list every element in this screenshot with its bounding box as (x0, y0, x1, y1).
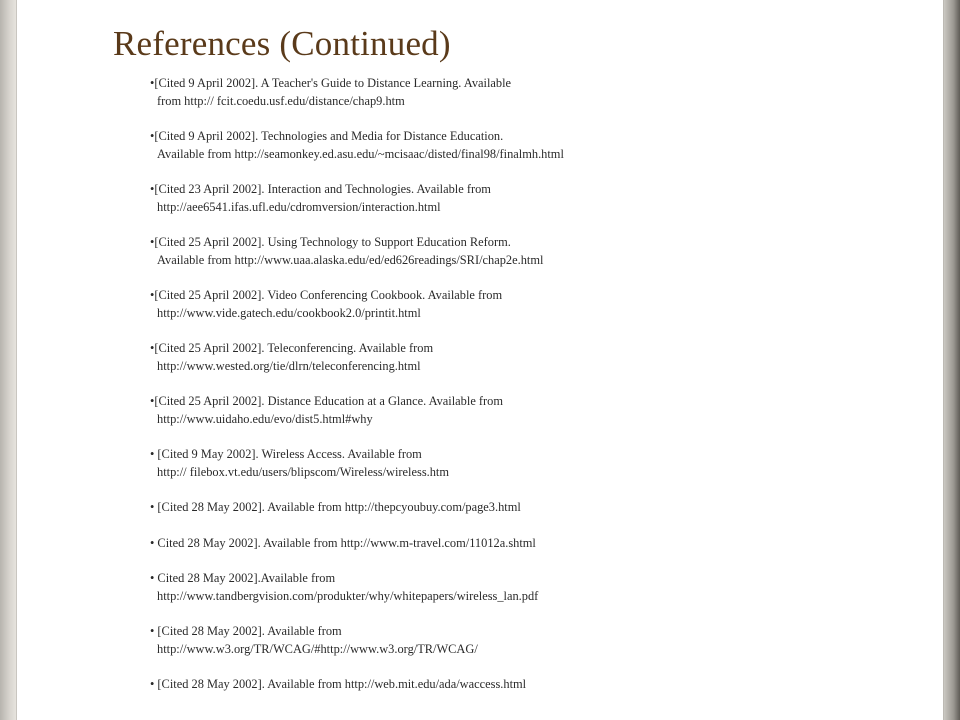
reference-item (150, 676, 930, 694)
reference-citation: •[Cited 25 April 2002]. Video Conferencing Cookbook. Available from (150, 288, 503, 302)
reference-item (150, 446, 930, 481)
reference-citation: •[Cited 25 April 2002]. Teleconferencing. Available from (150, 341, 434, 355)
reference-url: http://www.vide.gatech.edu/cookbook2.0/printit.html (157, 305, 421, 320)
reference-url: http://aee6541.ifas.ufl.edu/cdromversion/interaction.html (157, 199, 441, 214)
reference-url: http://www.uidaho.edu/evo/dist5.html#why (157, 411, 373, 426)
reference-url: Available from http://www.uaa.alaska.edu/ed/ed626readings/SRI/chap2e.html (157, 252, 544, 267)
reference-item (150, 234, 930, 269)
reference-url: http://www.wested.org/tie/dlrn/teleconferencing.html (157, 358, 421, 373)
reference-item (150, 75, 930, 110)
left-frame-bar (0, 0, 16, 720)
reference-citation: •[Cited 9 April 2002]. A Teacher's Guide to Distance Learning. Available (150, 76, 512, 90)
left-frame-edge (16, 0, 17, 720)
reference-list (150, 75, 930, 712)
reference-item (150, 623, 930, 658)
reference-citation: • [Cited 28 May 2002]. Available from http://web.mit.edu/ada/waccess.html (150, 677, 527, 691)
reference-url: Available from http://seamonkey.ed.asu.edu/~mcisaac/disted/final98/finalmh.html (157, 146, 564, 161)
reference-item (150, 393, 930, 428)
reference-citation: •[Cited 25 April 2002]. Using Technology to Support Education Reform. (150, 235, 511, 249)
reference-citation: • [Cited 28 May 2002]. Available from http://thepcyoubuy.com/page3.html (150, 500, 521, 514)
reference-citation: •[Cited 23 April 2002]. Interaction and Technologies. Available from (150, 182, 491, 196)
reference-citation: • [Cited 28 May 2002]. Available from (150, 624, 342, 638)
reference-item (150, 535, 930, 553)
slide-title: References (Continued) (113, 24, 451, 63)
reference-citation: •[Cited 9 April 2002]. Technologies and Media for Distance Education. (150, 129, 504, 143)
reference-item (150, 287, 930, 322)
reference-url: http://www.w3.org/TR/WCAG/#http://www.w3.org/TR/WCAG/ (157, 641, 478, 656)
reference-item (150, 128, 930, 163)
right-frame-edge (943, 0, 944, 720)
reference-item (150, 340, 930, 375)
reference-item (150, 181, 930, 216)
reference-citation: • Cited 28 May 2002].Available from (150, 571, 336, 585)
reference-item (150, 570, 930, 605)
reference-url: http://www.tandbergvision.com/produkter/why/whitepapers/wireless_lan.pdf (157, 588, 539, 603)
reference-citation: • Cited 28 May 2002]. Available from http://www.m-travel.com/11012a.shtml (150, 535, 536, 550)
reference-citation: •[Cited 25 April 2002]. Distance Education at a Glance. Available from (150, 394, 504, 408)
reference-url: http:// filebox.vt.edu/users/blipscom/Wireless/wireless.htm (157, 464, 450, 479)
reference-citation: • [Cited 9 May 2002]. Wireless Access. Available from (150, 447, 422, 461)
right-frame-bar (944, 0, 960, 720)
reference-url: from http:// fcit.coedu.usf.edu/distance/chap9.htm (157, 93, 405, 108)
reference-item (150, 499, 930, 517)
